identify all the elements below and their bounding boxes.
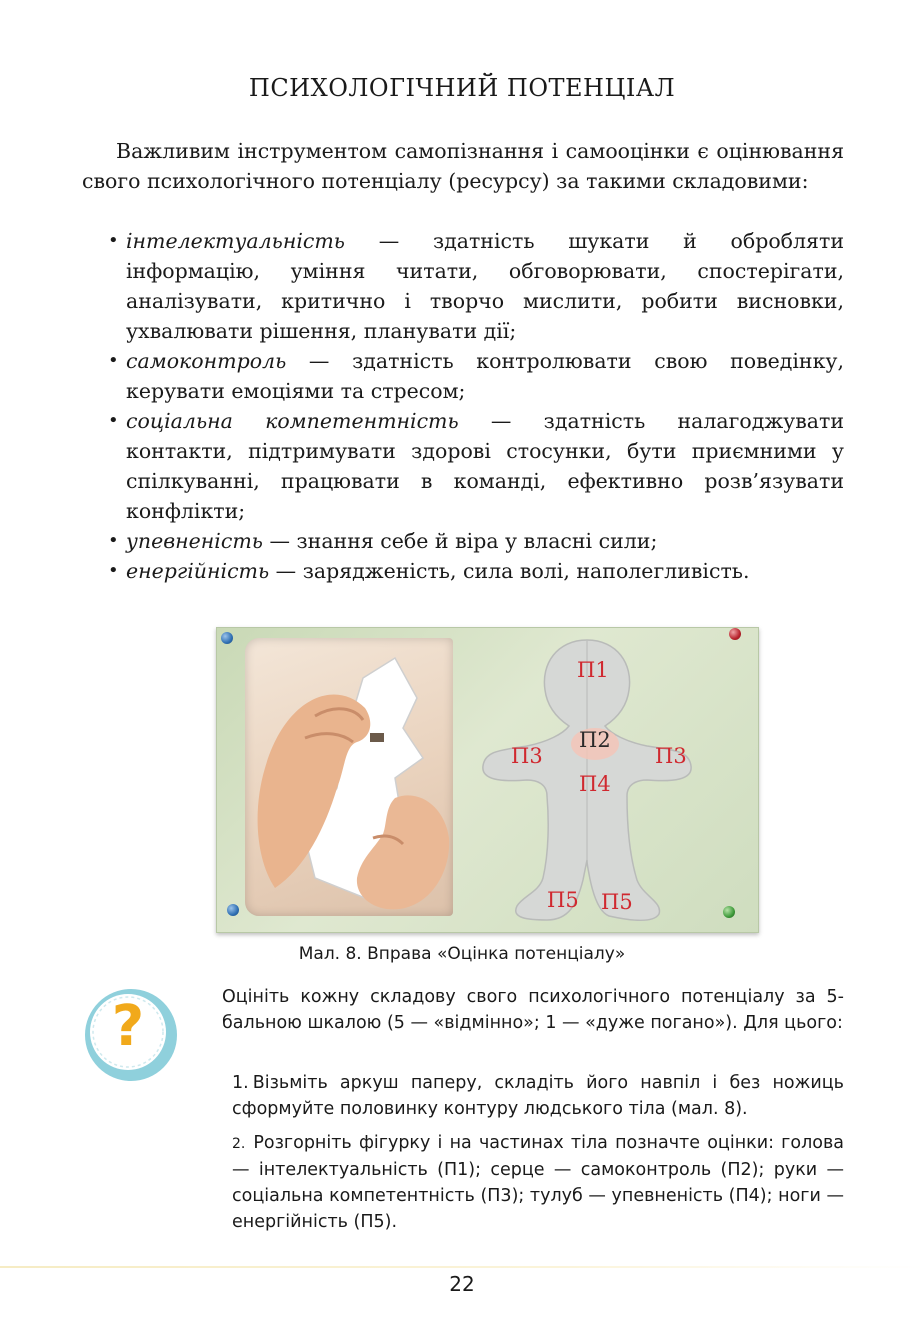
term: соціальна компетентність bbox=[126, 409, 459, 433]
label-p4: П4 bbox=[579, 772, 611, 796]
footer-divider bbox=[0, 1266, 924, 1268]
list-item bbox=[108, 346, 844, 406]
intro-paragraph: Важливим інструментом самопізнання і самооцінки є оцінювання свого психологічного потенціалу (ресурсу) за такими складовими: bbox=[82, 139, 844, 193]
list-item bbox=[108, 526, 844, 556]
component-list bbox=[108, 226, 844, 586]
pin-icon bbox=[221, 632, 233, 644]
list-item bbox=[232, 1130, 844, 1235]
task-text: Оцініть кожну складову свого психологічного потенціалу за 5-бальною шкалою (5 — «відмінно»; 1 — «дуже погано»). Для цього: bbox=[222, 987, 844, 1033]
step-text: Розгорніть фігурку і на частинах тіла позначте оцінки: голова — інтелектуальність (П1); серце — самоконтроль (П2); руки — соціальна компетентність (П3); тулуб — упевненість (П4); ноги — енергійність (П5). bbox=[232, 1133, 844, 1232]
page-number: 22 bbox=[449, 1272, 475, 1296]
term: упевненість bbox=[126, 529, 263, 553]
definition: — здатність налагоджувати контакти, підтримувати здорові стосунки, бути приємними у спілкуванні, працювати в команді, ефективно розв’язувати конфлікти; bbox=[126, 409, 845, 523]
pin-icon bbox=[723, 906, 735, 918]
pin-icon bbox=[227, 904, 239, 916]
label-p5-left: П5 bbox=[547, 888, 579, 912]
hands-folding-paper-photo bbox=[245, 638, 453, 916]
term: самоконтроль bbox=[126, 349, 287, 373]
task-steps bbox=[232, 1070, 844, 1243]
question-symbol: ? bbox=[111, 994, 145, 1059]
definition: — знання себе й віра у власні сили; bbox=[262, 529, 658, 553]
label-p5-right: П5 bbox=[601, 890, 633, 914]
label-p1: П1 bbox=[577, 658, 609, 682]
step-number: 2. bbox=[232, 1136, 246, 1152]
list-item bbox=[108, 226, 844, 346]
question-icon bbox=[82, 986, 180, 1084]
list-item bbox=[108, 556, 844, 586]
step-text: Візьміть аркуш паперу, складіть його навпіл і без ножиць сформуйте половинку контуру людського тіла (мал. 8). bbox=[232, 1073, 844, 1119]
pin-icon bbox=[729, 628, 741, 640]
hands-illustration bbox=[245, 638, 453, 916]
list-item bbox=[108, 406, 844, 526]
step-number: 1. bbox=[232, 1073, 249, 1093]
label-p3-right: П3 bbox=[655, 744, 687, 768]
definition: — здатність шукати й обробляти інформацію, уміння читати, обговорювати, спостерігати, аналізувати, критично і творчо мислити, робити висновки, ухвалювати рішення, планувати дії; bbox=[126, 229, 844, 343]
page-title: ПСИХОЛОГІЧНИЙ ПОТЕНЦІАЛ bbox=[248, 74, 676, 102]
term: енергійність bbox=[126, 559, 270, 583]
list-item bbox=[232, 1070, 844, 1122]
label-p2: П2 bbox=[579, 728, 611, 752]
definition: — здатність контролювати свою поведінку, керувати емоціями та стресом; bbox=[126, 349, 844, 403]
figure-caption: Мал. 8. Вправа «Оцінка потенціалу» bbox=[298, 944, 626, 964]
term: інтелектуальність bbox=[126, 229, 345, 253]
exercise-figure bbox=[216, 627, 759, 933]
definition: — зарядженість, сила волі, наполегливість. bbox=[269, 559, 750, 583]
label-p3-left: П3 bbox=[511, 744, 543, 768]
